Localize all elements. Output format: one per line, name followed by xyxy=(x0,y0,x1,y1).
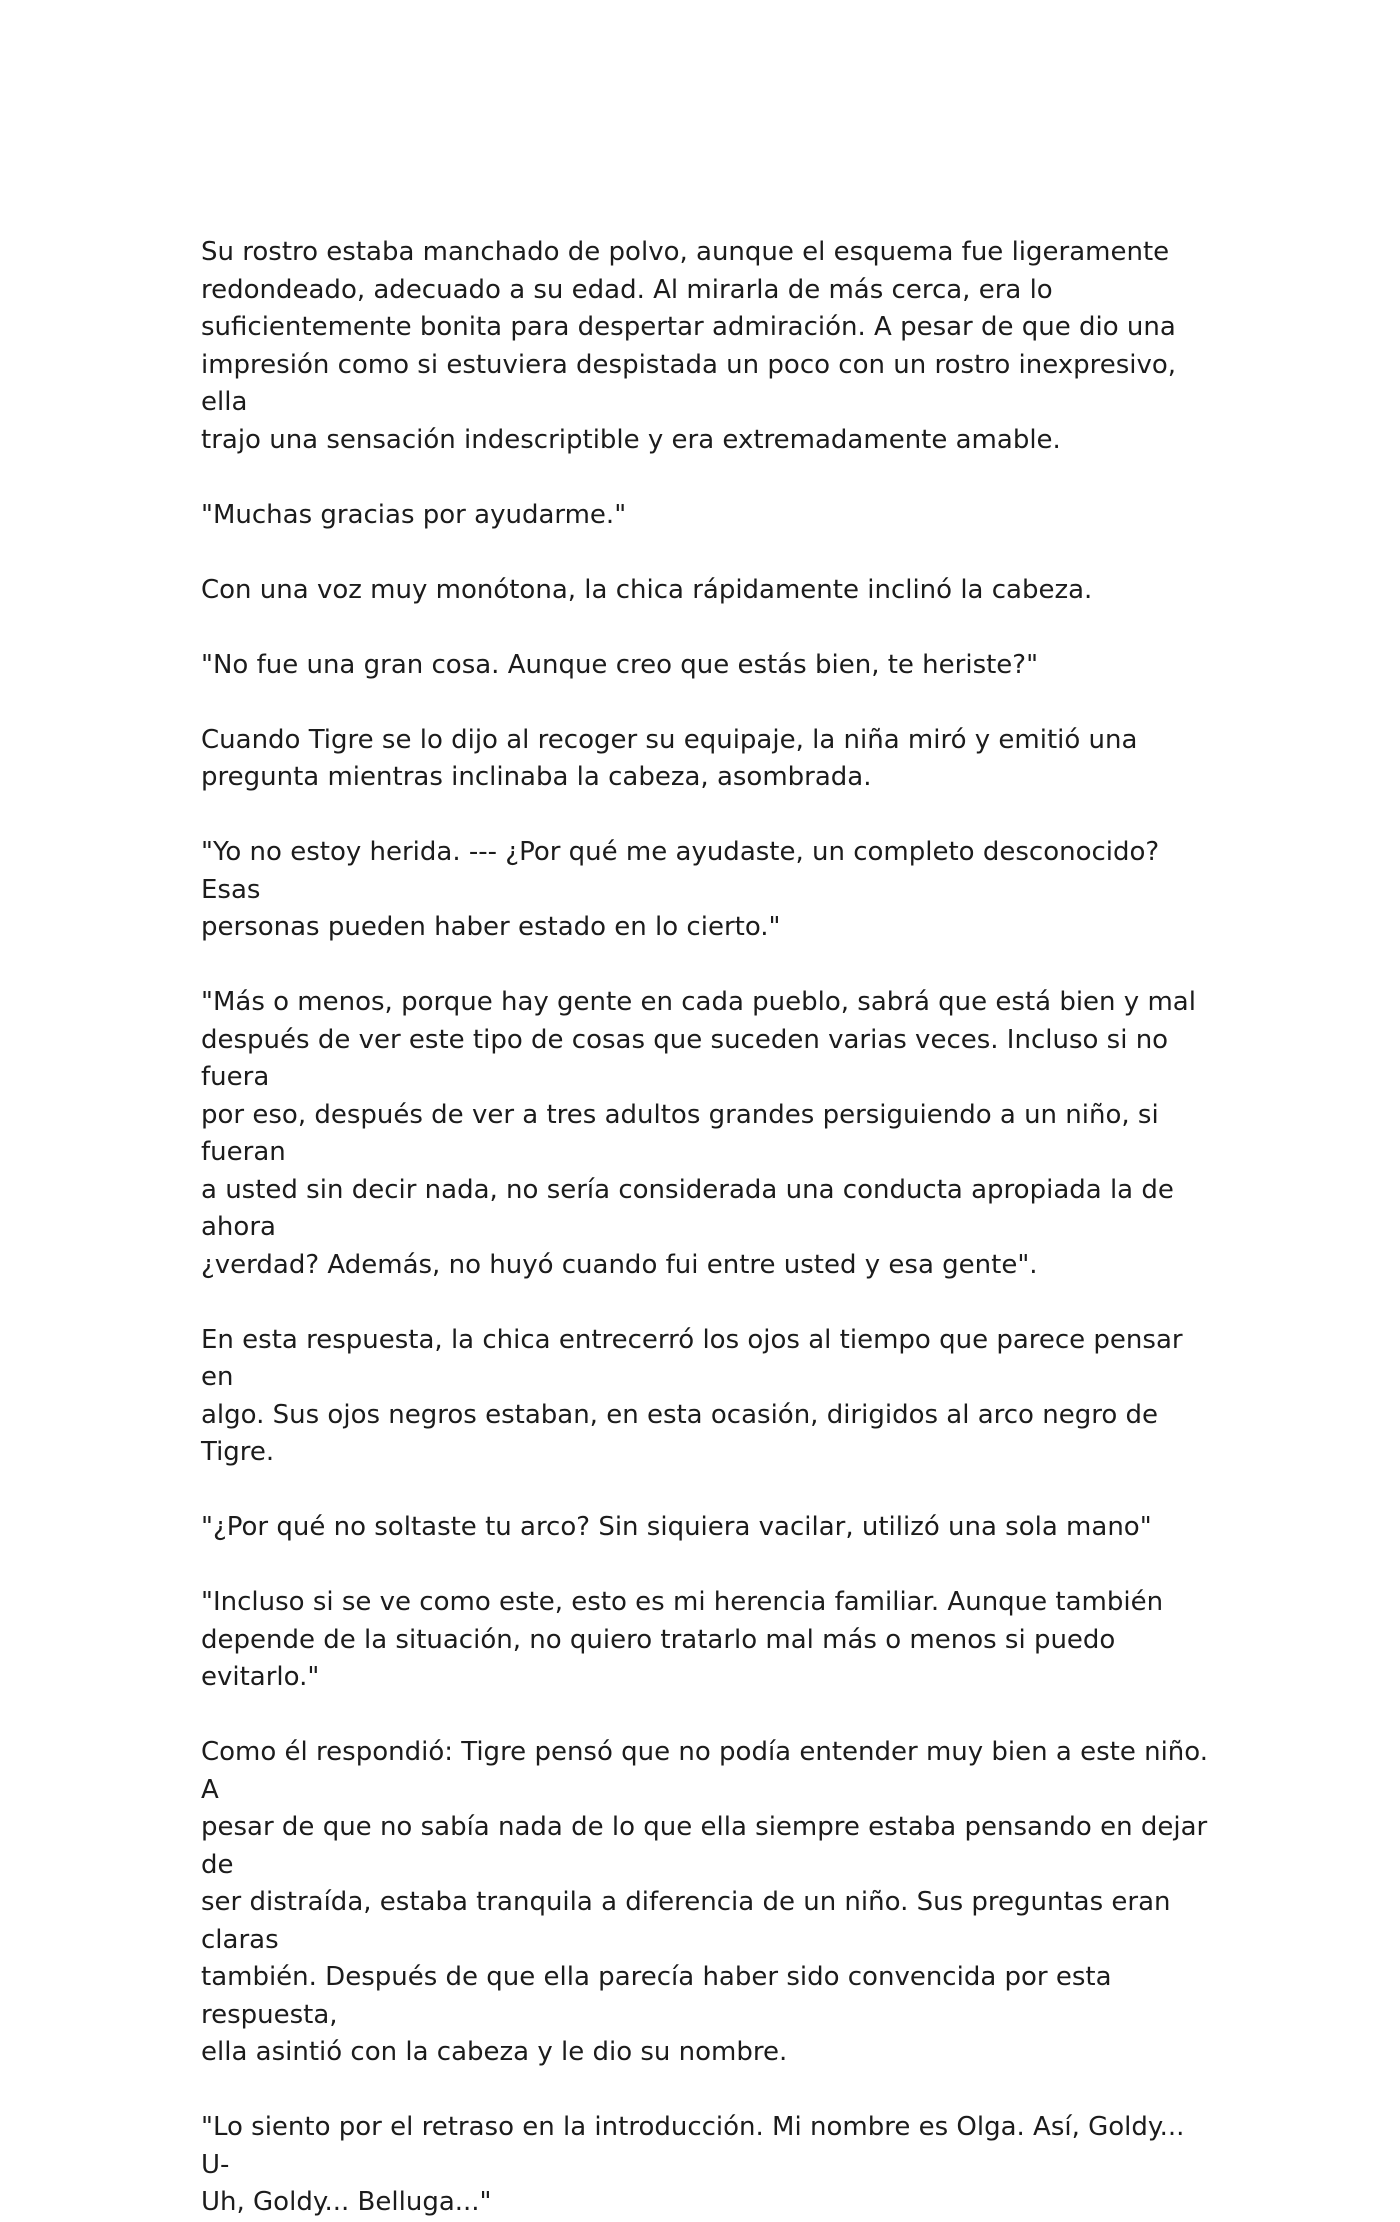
paragraph-9: "¿Por qué no soltaste tu arco? Sin siquiera vacilar, utilizó una sola mano" xyxy=(201,1512,1152,1542)
paragraph-3: Con una voz muy monótona, la chica rápidamente inclinó la cabeza. xyxy=(201,574,1093,605)
paragraph-5: Cuando Tigre se lo dijo al recoger su equipaje, la niña miró y emitió una pregunta mientras inclinaba la cabeza, asombrada. xyxy=(201,724,1138,792)
paragraph-11: Como él respondió: Tigre pensó que no podía entender muy bien a este niño. A pesar de que no sabía nada de lo que ella siempre estaba pensando en dejar de ser distraída, estaba tranquila a diferencia de un niño. Sus preguntas eran claras también. Después de que ella parecía haber sido convencida por esta respuesta, ella asintió con la cabeza y le dio su nombre. xyxy=(201,1737,1208,2067)
paragraph-12: "Lo siento por el retraso en la introducción. Mi nombre es Olga. Así, Goldy... U- Uh, Goldy... Belluga..." xyxy=(201,2112,1185,2217)
paragraph-7: "Más o menos, porque hay gente en cada pueblo, sabrá que está bien y mal después de ver este tipo de cosas que suceden varias veces. Incluso si no fuera por eso, después de ver a tres adultos grandes persiguiendo a un niño, si fueran a usted sin decir nada, no sería considerada una conducta apropiada la de ahora ¿verdad? Además, no huyó cuando fui entre usted y esa gente". xyxy=(201,987,1196,1280)
paragraph-6: "Yo no estoy herida. --- ¿Por qué me ayudaste, un completo desconocido? Esas personas pueden haber estado en lo cierto." xyxy=(201,837,1160,942)
paragraph-10: "Incluso si se ve como este, esto es mi herencia familiar. Aunque también depende de la situación, no quiero tratarlo mal más o menos si puedo evitarlo." xyxy=(201,1587,1164,1692)
paragraph-1: Su rostro estaba manchado de polvo, aunque el esquema fue ligeramente redondeado, adecuado a su edad. Al mirarla de más cerca, era lo suficientemente bonita para despertar admiración. A pesar de que dio una impresión como si estuviera despistada un poco con un rostro inexpresivo, ella trajo una sensación indescriptible y era extremadamente amable. xyxy=(201,237,1177,455)
document-page xyxy=(201,234,1216,2222)
paragraph-2: "Muchas gracias por ayudarme." xyxy=(201,499,627,530)
paragraph-4: "No fue una gran cosa. Aunque creo que estás bien, te heriste?" xyxy=(201,649,1039,680)
paragraph-8: En esta respuesta, la chica entrecerró los ojos al tiempo que parece pensar en algo. Sus ojos negros estaban, en esta ocasión, dirigidos al arco negro de Tigre. xyxy=(201,1324,1183,1467)
